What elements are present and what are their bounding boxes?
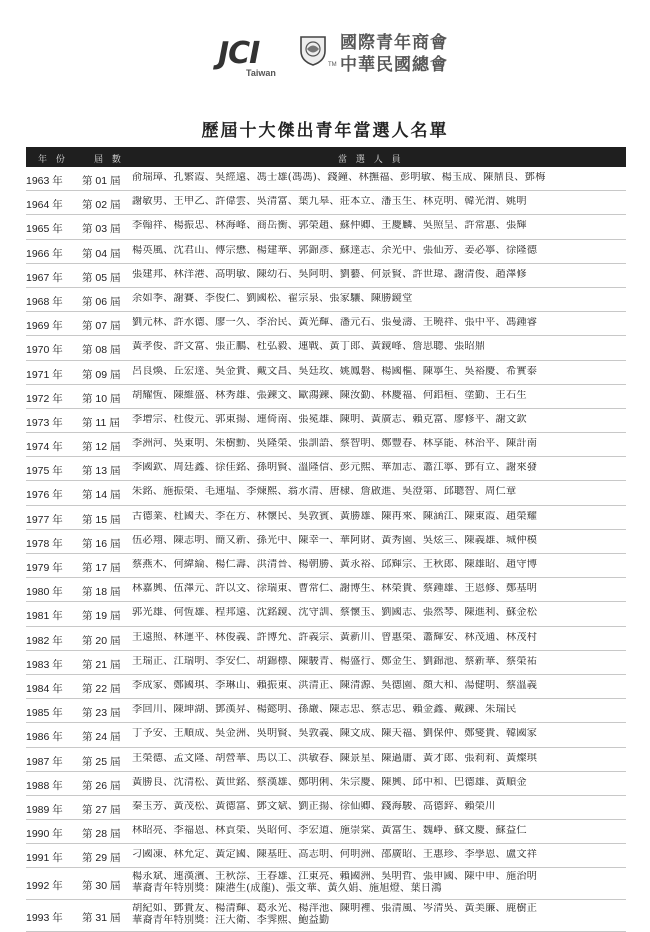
row-names bbox=[132, 341, 626, 353]
row-names-main: 秦玉芳、黃茂松、黃德富、鄧文斌、劉正揚、徐仙卿、錢海駿、高德鋅、賴榮川 bbox=[132, 800, 496, 812]
row-term: 第 09 屆 bbox=[82, 368, 121, 381]
row-term: 第 16 屆 bbox=[82, 537, 121, 550]
row-names-main: 古德業、杜國夫、李在方、林懷民、吳敦賓、黃勝雄、陳再來、陳涵江、陳東霞、趙榮耀 bbox=[132, 510, 538, 522]
row-term: 第 14 屆 bbox=[82, 489, 121, 502]
page-title: 歷屆十大傑出青年當選人名單 bbox=[201, 121, 449, 141]
row-names-main: 楊永斌、連漢濱、王秋淙、王春雄、江東亮、賴國洲、吳明哲、張申國、陳中申、施治明 bbox=[132, 871, 538, 883]
table-row bbox=[26, 844, 626, 868]
row-year: 1964 年 bbox=[26, 199, 63, 212]
row-names bbox=[132, 486, 626, 498]
awardee-table bbox=[26, 147, 626, 932]
row-names-special-award: 華裔青年特別獎：陳港生(成龍)、張文華、黃久娟、施旭燈、葉日鴻 bbox=[132, 883, 442, 895]
row-year: 1971 年 bbox=[26, 368, 63, 381]
row-year: 1978 年 bbox=[26, 537, 63, 550]
row-names bbox=[132, 269, 626, 281]
row-term: 第 18 屆 bbox=[82, 586, 121, 599]
row-names bbox=[132, 849, 626, 861]
row-term: 第 20 屆 bbox=[82, 634, 121, 647]
row-term: 第 31 屆 bbox=[82, 912, 121, 925]
row-names-main: 俞瑞璋、孔繁霞、吳經遠、馮士雄(馮馮)、錢鐘、林撫福、彭明敏、楊玉成、陳鼎良、鄧梅 bbox=[132, 172, 546, 183]
table-row bbox=[26, 578, 626, 602]
row-year: 1967 年 bbox=[26, 271, 63, 284]
row-names-main: 丁予安、王順成、吳金洲、吳明賢、吳敦義、陳文成、陳天福、劉保仲、鄭燮貴、韓國家 bbox=[132, 728, 538, 740]
row-year: 1973 年 bbox=[26, 416, 63, 429]
row-names bbox=[132, 583, 626, 595]
row-names bbox=[132, 390, 626, 402]
table-row bbox=[26, 900, 626, 932]
table-row bbox=[26, 336, 626, 360]
row-names-main: 張建邦、林洋港、高明敏、陳幼石、吳阿明、劉藝、何景賢、許世瑋、謝清俊、趙澤修 bbox=[132, 268, 527, 280]
table-row bbox=[26, 457, 626, 481]
row-names-main: 黃勝良、沈清松、黃世銘、蔡漢雄、鄭明俐、朱宗慶、陳興、邱中和、巴德雄、黃順金 bbox=[132, 776, 527, 788]
table-row bbox=[26, 361, 626, 385]
row-names-main: 刁國凍、林允定、黃定國、陳基旺、高志明、何明洲、邵廣昭、王惠珍、李學恩、盧文祥 bbox=[132, 849, 538, 861]
row-names bbox=[132, 438, 626, 450]
table-row bbox=[26, 772, 626, 796]
row-names bbox=[132, 903, 626, 927]
table-row bbox=[26, 191, 626, 215]
row-year: 1969 年 bbox=[26, 320, 63, 333]
row-names-main: 黃孝俊、許文富、張正鵬、杜弘毅、連戰、黃丁郎、黃鏡峰、詹思聰、張昭鼎 bbox=[132, 341, 486, 353]
row-names bbox=[132, 366, 626, 378]
table-row bbox=[26, 264, 626, 288]
row-term: 第 03 屆 bbox=[82, 223, 121, 236]
row-names bbox=[132, 704, 626, 716]
row-year: 1966 年 bbox=[26, 247, 63, 260]
row-year: 1963 年 bbox=[26, 175, 63, 187]
row-names bbox=[132, 753, 626, 765]
row-term: 第 08 屆 bbox=[82, 344, 121, 357]
table-row bbox=[26, 868, 626, 900]
row-names bbox=[132, 172, 626, 184]
row-names-main: 胡耀恆、陳維盛、林秀雄、張鍊文、歐鴻鍊、陳汝勤、林慶福、何鋁桓、塗勤、王石生 bbox=[132, 389, 527, 401]
table-row bbox=[26, 748, 626, 772]
row-term: 第 25 屆 bbox=[82, 755, 121, 768]
header-names: 當 選 人 員 bbox=[338, 155, 404, 165]
table-header bbox=[26, 147, 626, 167]
row-names bbox=[132, 196, 626, 208]
row-term: 第 21 屆 bbox=[82, 658, 121, 671]
row-year: 1991 年 bbox=[26, 852, 63, 865]
row-year: 1977 年 bbox=[26, 513, 63, 526]
org-name-line2: 中華民國總會 bbox=[340, 55, 448, 75]
row-term: 第 24 屆 bbox=[82, 731, 121, 744]
row-names bbox=[132, 462, 626, 474]
row-names-main: 林嘉興、伍澤元、許以文、徐瑞東、曹常仁、謝博生、林榮貴、蔡鍾雄、王恩修、鄭基明 bbox=[132, 583, 538, 595]
row-names bbox=[132, 414, 626, 426]
row-year: 1988 年 bbox=[26, 779, 63, 792]
row-names bbox=[132, 535, 626, 547]
row-names-main: 朱銘、施振榮、毛連塭、李煉熙、翁水清、唐棣、詹啟進、吳澄第、邱聰智、周仁章 bbox=[132, 486, 517, 498]
row-year: 1982 年 bbox=[26, 634, 63, 647]
row-year: 1972 年 bbox=[26, 392, 63, 405]
jci-header bbox=[0, 28, 650, 88]
row-names-main: 李增宗、杜俊元、郭東揚、連倚南、張冕雄、陳明、黃廣志、賴克富、廖修平、謝文欽 bbox=[132, 413, 527, 425]
table-row bbox=[26, 699, 626, 723]
row-names-main: 王瑞正、江瑞明、李安仁、胡錦標、陳駿青、楊盛行、鄭金生、劉錦池、蔡新華、蔡榮祐 bbox=[132, 655, 538, 667]
table-row bbox=[26, 409, 626, 433]
row-term: 第 30 屆 bbox=[82, 880, 121, 893]
row-year: 1979 年 bbox=[26, 562, 63, 574]
row-names-main: 李洲河、吳東明、朱樹勳、吳隆榮、張訓語、蔡智明、鄭豐春、林享能、林治平、陳計南 bbox=[132, 438, 538, 450]
row-names bbox=[132, 220, 626, 232]
table-row bbox=[26, 627, 626, 651]
row-names bbox=[132, 632, 626, 644]
row-names-special-award: 華裔青年特別獎：汪大衛、李霁熙、鮑益勤 bbox=[132, 915, 330, 927]
row-term: 第 02 屆 bbox=[82, 199, 121, 212]
row-term: 第 10 屆 bbox=[82, 392, 121, 405]
row-names-main: 余如季、謝賽、李俊仁、劉國松、翟宗泉、張家驤、陳勝鏡堂 bbox=[132, 292, 413, 304]
row-year: 1981 年 bbox=[26, 610, 63, 623]
organization-name bbox=[340, 32, 448, 76]
row-names bbox=[132, 245, 626, 257]
row-names-main: 林昭亮、李福恩、林貢榮、吳昭何、李宏道、施崇棠、黃富生、魏崢、蘇文慶、蘇益仁 bbox=[132, 825, 527, 837]
row-term: 第 07 屆 bbox=[82, 320, 121, 333]
row-names-main: 劉元林、許水德、廖一久、李治民、黃光輝、潘元石、張曼濤、王曉祥、張中平、馮鍾睿 bbox=[132, 317, 538, 329]
row-term: 第 19 屆 bbox=[82, 610, 121, 623]
row-year: 1983 年 bbox=[26, 658, 63, 671]
row-names-main: 謝敏男、王甲乙、許偉雲、吳清富、葉九皋、莊本立、潘玉生、林克明、韓光渭、姚明 bbox=[132, 196, 527, 208]
row-year: 1985 年 bbox=[26, 707, 63, 720]
row-term: 第 01 屆 bbox=[82, 175, 121, 187]
row-term: 第 06 屆 bbox=[82, 295, 121, 308]
jci-logo-subtitle: Taiwan bbox=[246, 68, 276, 78]
row-term: 第 29 屆 bbox=[82, 852, 121, 865]
header-term: 屆 數 bbox=[94, 155, 124, 165]
row-names-main: 李回川、陳坤湖、鄧漢昇、楊懿明、孫嚴、陳志忠、蔡志忠、賴金鑫、戴鍊、朱瑞民 bbox=[132, 704, 517, 716]
table-row bbox=[26, 820, 626, 844]
row-names bbox=[132, 317, 626, 329]
row-year: 1976 年 bbox=[26, 489, 63, 502]
row-term: 第 12 屆 bbox=[82, 441, 121, 454]
row-year: 1968 年 bbox=[26, 295, 63, 308]
row-names bbox=[132, 728, 626, 740]
table-row bbox=[26, 602, 626, 626]
row-names-main: 胡紀如、鄧貴友、楊清輝、葛永光、楊泮池、陳明裡、張清風、岑清吳、黃美廉、鹿樹正 bbox=[132, 903, 538, 915]
table-row bbox=[26, 530, 626, 554]
row-term: 第 05 屆 bbox=[82, 271, 121, 284]
row-year: 1990 年 bbox=[26, 828, 63, 841]
row-names-main: 李翰祥、楊振忠、林海峰、商岳衡、郭榮趙、蘇仲卿、王慶麟、吳照呈、許常惠、張輝 bbox=[132, 220, 527, 232]
row-year: 1975 年 bbox=[26, 465, 63, 478]
row-year: 1987 年 bbox=[26, 755, 63, 768]
row-names bbox=[132, 801, 626, 813]
row-names bbox=[132, 293, 626, 305]
row-term: 第 13 屆 bbox=[82, 465, 121, 478]
row-names bbox=[132, 559, 626, 571]
row-names bbox=[132, 777, 626, 789]
table-row bbox=[26, 215, 626, 239]
row-names-main: 蔡燕木、何緯綸、楊仁壽、洪清晉、楊朝勝、黃永裕、邱輝宗、王秋郎、陳雄昭、趙守博 bbox=[132, 559, 538, 570]
row-names-main: 伍必翔、陳志明、簡又新、孫光中、陳幸一、華阿財、黃秀園、吳炫三、陳義雄、城仲模 bbox=[132, 534, 538, 546]
row-year: 1980 年 bbox=[26, 586, 63, 599]
table-row bbox=[26, 385, 626, 409]
row-term: 第 04 屆 bbox=[82, 247, 121, 260]
row-names bbox=[132, 607, 626, 619]
row-year: 1989 年 bbox=[26, 803, 63, 816]
row-names-main: 郭光雄、何恆雄、程邦遠、沈銘鏡、沈守訓、蔡懷玉、劉國志、張然琴、陳進利、蘇金松 bbox=[132, 607, 538, 619]
trademark-mark: TM bbox=[328, 62, 337, 68]
row-year: 1993 年 bbox=[26, 912, 63, 925]
row-year: 1984 年 bbox=[26, 682, 63, 695]
table-row bbox=[26, 554, 626, 578]
table-row bbox=[26, 651, 626, 675]
row-names-main: 楊英風、沈君山、傅宗懋、楊建華、郭錦彥、蘇達志、余光中、張仙芳、姜必寧、徐隆德 bbox=[132, 244, 538, 256]
row-year: 1992 年 bbox=[26, 880, 63, 893]
row-term: 第 17 屆 bbox=[82, 562, 121, 574]
table-row bbox=[26, 312, 626, 336]
jci-logo-text: JCI bbox=[218, 36, 260, 71]
row-names bbox=[132, 511, 626, 523]
table-row bbox=[26, 796, 626, 820]
jci-emblem-icon bbox=[298, 34, 328, 66]
row-names-main: 李成家、鄭國琪、李琳山、賴振東、洪清正、陳清源、吳德園、顏大和、湯健明、蔡溫義 bbox=[132, 679, 538, 691]
row-term: 第 27 屆 bbox=[82, 803, 121, 816]
table-row bbox=[26, 167, 626, 191]
row-year: 1965 年 bbox=[26, 223, 63, 236]
row-names bbox=[132, 825, 626, 837]
row-names-main: 王遠照、林運平、林俊義、許博允、許義宗、黃新川、曾惠榮、蕭輝安、林茂通、林茂村 bbox=[132, 631, 538, 643]
table-body bbox=[26, 167, 626, 932]
table-row bbox=[26, 240, 626, 264]
row-names bbox=[132, 871, 626, 895]
row-term: 第 22 屆 bbox=[82, 682, 121, 695]
row-names-main: 王榮德、孟文隆、胡營華、馬以工、洪敏春、陳景星、陳過庸、黃才郎、張莉莉、黃燦琪 bbox=[132, 752, 538, 764]
org-name-line1: 國際青年商會 bbox=[340, 33, 448, 53]
row-year: 1986 年 bbox=[26, 731, 63, 744]
table-row bbox=[26, 288, 626, 312]
row-term: 第 28 屆 bbox=[82, 828, 121, 841]
row-names-main: 李國欽、周廷鑫、徐佳銘、孫明賢、溫隆信、彭元熙、華加志、蕭江寧、鄧有立、謝來發 bbox=[132, 462, 538, 474]
row-names bbox=[132, 680, 626, 692]
table-row bbox=[26, 433, 626, 457]
row-term: 第 23 屆 bbox=[82, 707, 121, 720]
table-row bbox=[26, 723, 626, 747]
header-year: 年 份 bbox=[38, 155, 68, 165]
row-term: 第 26 屆 bbox=[82, 779, 121, 792]
row-term: 第 15 屆 bbox=[82, 513, 121, 526]
table-row bbox=[26, 481, 626, 505]
row-term: 第 11 屆 bbox=[82, 416, 120, 429]
row-names-main: 呂良煥、丘宏達、吳金貴、戴文昌、吳廷玫、姚鳳磐、楊國樞、陳寧生、吳裕慶、希實泰 bbox=[132, 365, 538, 377]
table-row bbox=[26, 506, 626, 530]
row-year: 1974 年 bbox=[26, 441, 63, 454]
table-row bbox=[26, 675, 626, 699]
row-year: 1970 年 bbox=[26, 344, 63, 357]
row-names bbox=[132, 656, 626, 668]
